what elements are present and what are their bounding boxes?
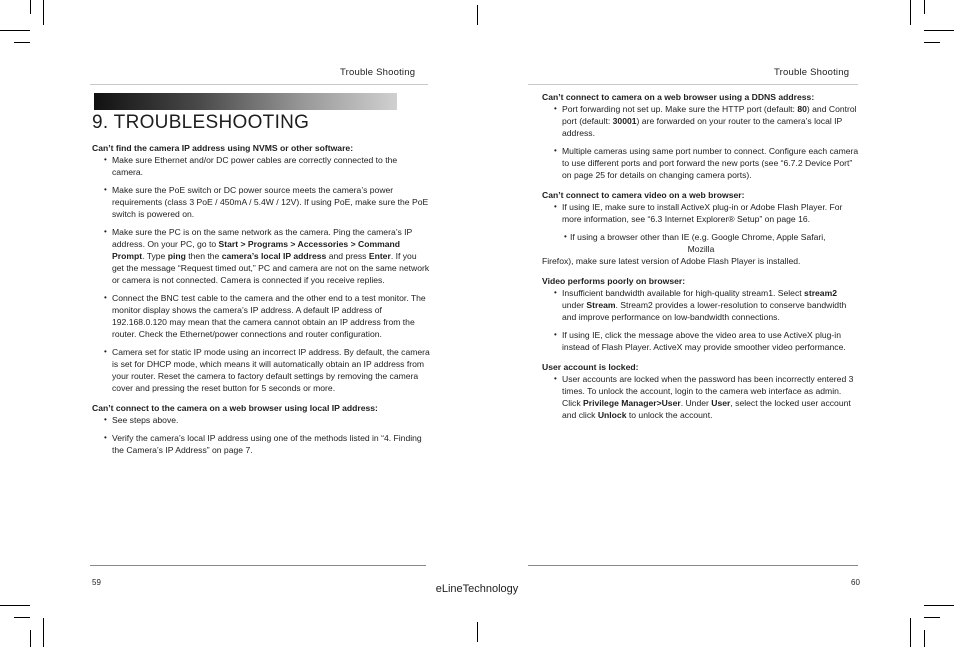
left-content [92,142,430,462]
page-title: 9. TROUBLESHOOTING [92,112,310,133]
running-header-right: Trouble Shooting [774,67,850,78]
list-item: • Multiple cameras using same port number to connect. Configure each camera to use different ports and port forward the new ports (see “6.7.2 Device Port” on page 25 for details on changing camera ports). [554,146,859,180]
running-header-left: Trouble Shooting [340,67,416,78]
header-rule-right [528,84,858,85]
section-heading: Can’t connect to the camera on a web browser using local IP address: [92,403,378,413]
section-heading: User account is locked: [542,362,639,372]
section-heading: Video performs poorly on browser: [542,276,686,286]
footer-rule-left [90,565,426,566]
list-item: • Insufficient bandwidth available for high-quality stream1. Select stream2 under Stream. Stream2 provides a lower-resolution to conserve bandwidth and improve performance on low-bandwidth connections. [554,288,847,322]
list-item: • Connect the BNC test cable to the camera and the other end to a test monitor. The monitor display shows the camera’s IP address. A default IP address of 192.168.0.120 may mean that the camera cannot obtain an IP address from the router. Check the Ethernet/power connections and router configuration. [104,293,426,339]
right-content [542,91,860,427]
title-gradient-bar [94,93,397,110]
footer-rule-right [528,565,858,566]
section-heading: Can’t connect to camera on a web browser using a DDNS address: [542,92,815,102]
brand-footer: eLineTechnology [435,583,519,595]
list-item-continuation: Mozilla [687,244,715,254]
list-item: • If using IE, click the message above the video area to use ActiveX plug-in instead of Flash Player. ActiveX may provide smoother video performance. [554,330,846,352]
list-item: • If using a browser other than IE (e.g. Google Chrome, Apple Safari, [564,232,826,242]
list-item: • If using IE, make sure to install ActiveX plug-in or Adobe Flash Player. For more information, see “6.3 Internet Explorer® Setup” on page 16. [554,202,843,224]
list-item: • Port forwarding not set up. Make sure the HTTP port (default: 80) and Control port (default: 30001) are forwarded on your router to the camera’s local IP address. [554,104,857,138]
section-heading: Can’t connect to camera video on a web browser: [542,190,745,200]
list-item: • User accounts are locked when the password has been incorrectly entered 3 times. To unlock the account, login to the camera web interface as admin. Click Privilege Manager>User. Under User, select the locked user account and click Unlock to unlock the account. [554,374,854,420]
page-number-left: 59 [92,578,101,587]
list-item: • Make sure the PC is on the same network as the camera. Ping the camera’s IP address. On your PC, go to Start > Programs > Accessories > Command Prompt. Type ping then the camera’s local IP address and press Enter. If you get the message “Request timed out,” PC and camera are not on the same network or camera is not connected. Camera is connected if you receive replies. [104,227,430,285]
list-item-continuation: Firefox), make sure latest version of Adobe Flash Player is installed. [542,256,801,266]
list-item: • Make sure Ethernet and/or DC power cables are correctly connected to the camera. [104,155,398,177]
list-item: • Camera set for static IP mode using an incorrect IP address. By default, the camera is set for DHCP mode, which means it will automatically obtain an IP address from your router. Reset the camera to factory default settings by removing the camera cover and pressing the reset button for 5 seconds or more. [104,347,430,393]
list-item: • See steps above. [104,415,179,425]
list-item: • Verify the camera’s local IP address using one of the methods listed in “4. Finding the Camera’s IP Address” on page 7. [104,433,422,455]
list-item: • Make sure the PoE switch or DC power source meets the camera’s power requirements (class 3 PoE / 450mA / 5.4W / 12V). If using PoE, make sure the PoE switch is powered on. [104,185,429,219]
header-rule-left [90,84,428,85]
section-heading: Can’t find the camera IP address using NVMS or other software: [92,143,354,153]
page-number-right: 60 [851,578,860,587]
